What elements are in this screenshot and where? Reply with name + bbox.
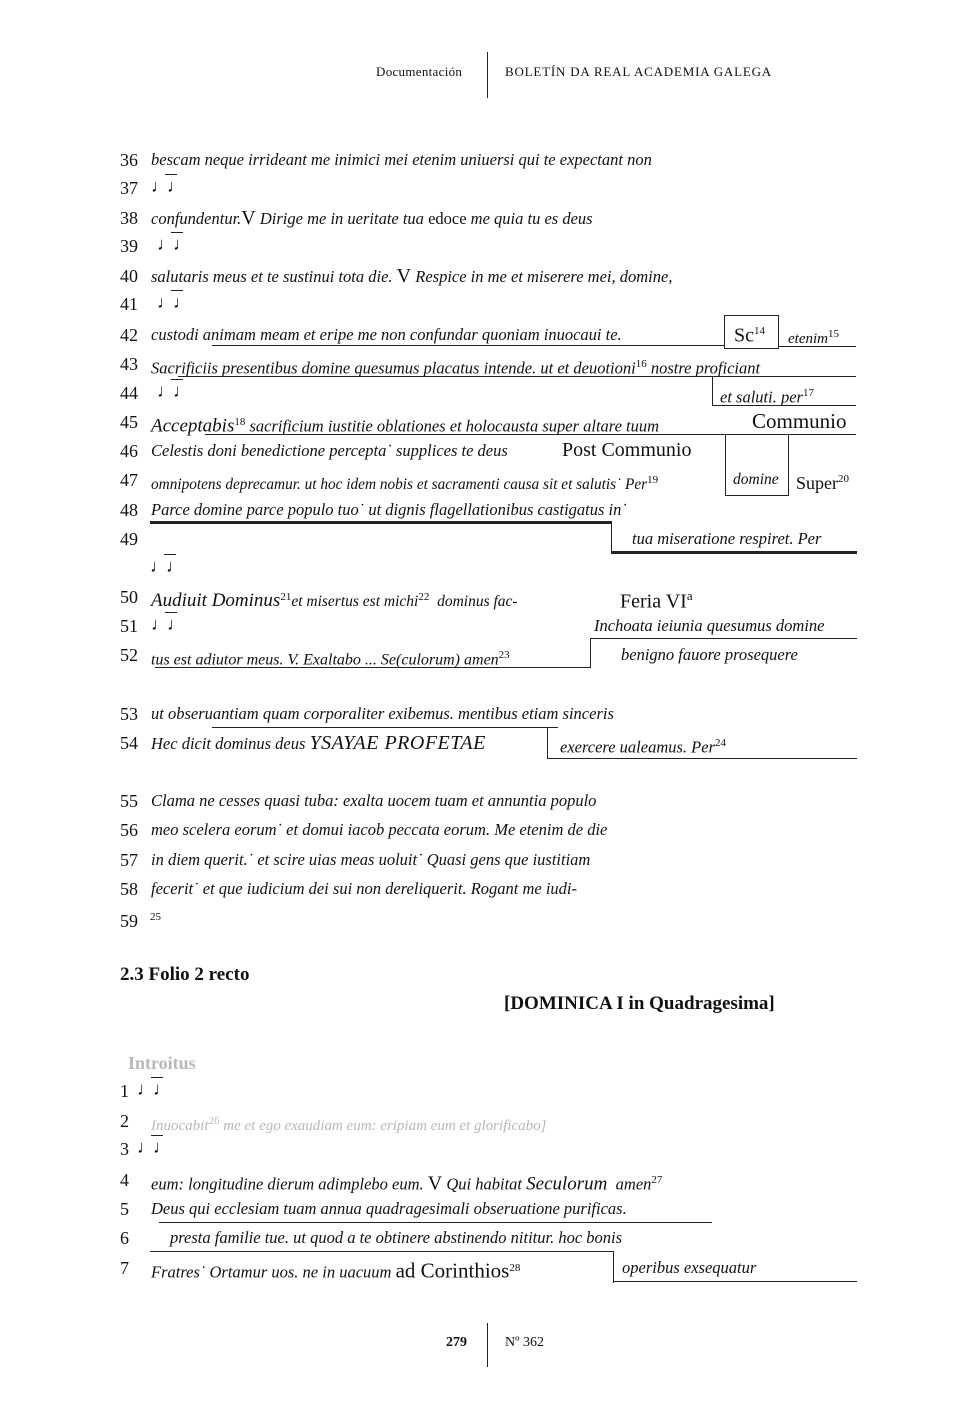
issue-number: Nº 362	[505, 1335, 544, 1350]
sc-label	[734, 318, 765, 349]
footnote-ref: 25	[150, 911, 161, 923]
footnote-ref: 14	[754, 325, 765, 337]
footnote-ref: 24	[715, 737, 727, 749]
text-a: meo scelera eorum˙ et domui iacob peccata eorum.	[151, 820, 491, 839]
versicle-mark: V	[427, 1172, 443, 1195]
line-47	[120, 467, 150, 493]
footnote-ref: 22	[418, 591, 430, 603]
text-a: Parce domine parce populo tuo˙ ut dignis flagellationibus castigatus in˙	[151, 500, 627, 519]
line-44	[120, 380, 150, 406]
line-number: 47	[120, 470, 138, 490]
text-a: Audiuit Dominus	[151, 590, 281, 612]
folio-line-7-right: operibus exsequatur	[622, 1258, 757, 1277]
versicle-mark: V	[396, 265, 412, 287]
neume-glyph: ♩♩	[157, 234, 189, 254]
underline	[212, 727, 558, 728]
line-53	[120, 701, 150, 727]
header-divider	[487, 52, 488, 98]
line-50	[120, 584, 150, 610]
line-47-text	[151, 467, 658, 498]
text-d: me quia tu es deus	[470, 209, 593, 228]
underline	[159, 1222, 712, 1223]
section-title: 2.3 Folio 2 recto	[120, 964, 250, 985]
neume-notes	[151, 176, 183, 197]
bracket-line	[590, 638, 591, 668]
footnote-ref: 27	[651, 1174, 663, 1186]
line-number: 36	[120, 150, 138, 170]
page-number: 279	[446, 1335, 467, 1350]
text-a: omnipotens deprecamur. ut hoc idem nobis et sacramenti causa sit et salutis˙ Per	[151, 476, 648, 494]
line-52-text	[151, 642, 510, 673]
line-46-text: Celestis doni benedictione percepta˙ supplices te deus	[151, 441, 508, 460]
line-number: 46	[120, 441, 138, 461]
line-number: 39	[120, 236, 138, 256]
footnote-ref: 17	[802, 387, 814, 399]
text-b: etenim	[788, 331, 828, 347]
underline	[590, 638, 857, 639]
folio-line-6	[120, 1225, 150, 1251]
neume-notes	[157, 292, 189, 313]
text-a: salutaris meus et te sustinui tota die.	[151, 267, 393, 286]
text-b: ad Corinthios	[395, 1258, 510, 1283]
text-c: Seculorum	[526, 1173, 608, 1195]
text-a: eum: longitudine dierum adimplebo eum.	[151, 1174, 424, 1194]
neume-notes	[150, 556, 182, 577]
line-number: 52	[120, 645, 138, 665]
line-number: 37	[120, 178, 138, 198]
footnote-ref: a	[686, 588, 693, 603]
neume-glyph: ♩♩	[150, 556, 182, 576]
text-b: Me etenim de die	[494, 820, 608, 839]
line-43	[120, 351, 150, 377]
text-d: amen	[615, 1174, 652, 1194]
text-b: me et ego exaudiam eum: eripiam eum et glorificabo]	[223, 1118, 547, 1134]
text-b: Qui habitat	[446, 1174, 523, 1194]
line-55-text: Clama ne cesses quasi tuba: exalta uocem tuam et annuntia populo	[151, 791, 597, 810]
communio-label: Communio	[752, 409, 847, 433]
footnote-ref: 20	[838, 473, 849, 485]
line-42-text: custodi animam meam et eripe me non confundar quoniam inuocaui te.	[151, 325, 622, 344]
line-51	[120, 613, 150, 639]
line-48-text	[151, 497, 627, 523]
line-number: 54	[120, 733, 138, 753]
folio-line-5-text: Deus qui ecclesiam tuam annua quadragesimali obseruatione purificas.	[151, 1199, 627, 1218]
underline-thick	[150, 521, 612, 524]
bracket-line	[712, 376, 713, 406]
line-number: 51	[120, 616, 138, 636]
text-c: Super	[796, 473, 838, 493]
line-52	[120, 642, 150, 668]
line-56-text	[151, 817, 607, 843]
line-36	[120, 147, 150, 173]
text-b: et misertus est michi	[291, 593, 419, 611]
line-47-box-text: domine	[733, 471, 779, 488]
line-49	[120, 526, 150, 552]
neume-glyph: ♩♩	[157, 292, 189, 312]
line-number: 45	[120, 412, 138, 432]
text-a: Sacrificiis presentibus domine quesumus placatus intende. ut et deuotioni	[151, 358, 636, 378]
neume-notes	[137, 1137, 169, 1158]
line-45	[120, 409, 150, 435]
line-54-text	[151, 730, 486, 757]
neume-notes	[151, 614, 183, 635]
line-48	[120, 497, 150, 523]
line-56	[120, 817, 150, 843]
line-number: 50	[120, 587, 138, 607]
folio-line-5	[120, 1196, 150, 1222]
underline	[712, 405, 856, 406]
line-57	[120, 847, 150, 873]
text-c: dominus fac-	[437, 593, 518, 611]
line-number: 56	[120, 820, 138, 840]
line-54	[120, 730, 150, 756]
line-53-text: ut obseruantiam quam corporaliter exibemus. mentibus etiam sinceris	[151, 704, 614, 723]
folio-line-2-text	[151, 1108, 547, 1139]
post-communio-label: Post Communio	[562, 439, 692, 461]
line-number: 55	[120, 791, 138, 811]
line-58	[120, 876, 150, 902]
line-57-text: in diem querit.˙ et scire uias meas uoluit˙ Quasi gens que iustitiam	[151, 850, 591, 869]
underline	[205, 434, 856, 435]
line-40	[120, 263, 150, 289]
feria-label	[620, 583, 693, 615]
line-number: 53	[120, 704, 138, 724]
neume-glyph: ♩♩	[137, 1137, 169, 1157]
neume-glyph: ♩♩	[137, 1079, 169, 1099]
line-40-text	[151, 263, 672, 290]
text-c: exercere ualeamus. Per	[560, 737, 716, 757]
neume-notes	[157, 381, 189, 402]
text-a: Fratres˙ Ortamur uos. ne in uacuum	[151, 1262, 392, 1282]
neume-glyph: ♩♩	[157, 381, 189, 401]
footnote-ref: 26	[208, 1115, 220, 1127]
line-number: 38	[120, 208, 138, 228]
neume-notes	[157, 234, 189, 255]
line-36-text: bescam neque irrideant me inimici mei etenim uniuersi qui te expectant non	[151, 150, 652, 169]
bracket-line	[788, 434, 789, 496]
super-label	[796, 466, 849, 496]
line-42	[120, 322, 150, 348]
text-c: edoce	[428, 209, 467, 228]
folio-line-6-text: presta familie tue. ut quod a te obtinere abstinendo nititur. hoc bonis	[170, 1228, 623, 1247]
versicle-mark: V	[241, 207, 256, 229]
footnote-ref: 18	[234, 416, 246, 428]
line-number: 59	[120, 910, 138, 931]
line-52-right: benigno fauore prosequere	[621, 645, 798, 664]
bracket-line	[611, 521, 612, 553]
line-number: 4	[120, 1170, 129, 1190]
bracket-line	[725, 434, 726, 496]
header-section: Documentación	[376, 64, 463, 79]
footnote-ref: 21	[280, 591, 292, 603]
line-number: 42	[120, 325, 138, 345]
footnote-ref: 23	[498, 649, 510, 661]
line-number: 41	[120, 294, 138, 314]
underline-thick	[611, 551, 857, 554]
text-b: sacrificium iustitie oblationes et holocausta super altare tuum	[249, 416, 660, 436]
underline	[778, 346, 856, 347]
footnote-ref: 19	[647, 474, 659, 486]
line-41	[120, 291, 150, 317]
underline	[725, 495, 789, 496]
folio-line-4	[120, 1167, 150, 1193]
line-number: 48	[120, 500, 138, 520]
footnote-ref: 15	[827, 328, 839, 340]
text-b: nostre proficiant	[650, 358, 761, 378]
introitus-label: Introitus	[128, 1053, 196, 1073]
line-number: 58	[120, 879, 138, 899]
folio-line-7	[120, 1255, 150, 1281]
footnote-ref: 28	[509, 1262, 521, 1274]
neume-notes	[137, 1079, 169, 1100]
text-a: Inuocabit	[151, 1118, 209, 1134]
line-number: 7	[120, 1258, 129, 1278]
text-b: et saluti. per	[720, 387, 803, 407]
line-46	[120, 438, 150, 464]
text-a: tus est adiutor meus. V. Exaltabo ... Se(culorum) amen	[151, 651, 499, 669]
line-50-text	[151, 584, 518, 615]
underline	[150, 1251, 614, 1252]
line-number: 1	[120, 1081, 129, 1101]
line-38	[120, 205, 150, 231]
line-49-right: tua miseratione respiret. Per	[632, 529, 822, 548]
line-number: 6	[120, 1228, 129, 1248]
text-a: confundentur.	[151, 209, 242, 228]
line-number: 40	[120, 266, 138, 286]
line-number: 43	[120, 354, 138, 374]
line-37	[120, 175, 150, 201]
folio-line-4-text	[151, 1167, 662, 1198]
underline	[212, 345, 724, 346]
folio-line-2	[120, 1108, 150, 1134]
line-number: 2	[120, 1111, 129, 1131]
line-54-right	[560, 730, 726, 761]
line-number: 49	[120, 529, 138, 549]
underline	[178, 376, 856, 377]
line-number: 3	[120, 1139, 129, 1159]
line-number: 44	[120, 383, 138, 403]
line-58-text: fecerit˙ et que iudicium dei sui non dereliquerit. Rogant me iudi-	[151, 879, 578, 898]
bracket-line	[613, 1251, 614, 1283]
line-number: 57	[120, 850, 138, 870]
folio-line-7-text	[151, 1255, 520, 1286]
line-59	[120, 904, 161, 930]
line-39	[120, 233, 150, 259]
line-42-right	[788, 321, 839, 352]
neume-glyph: ♩♩	[151, 614, 183, 634]
header-journal: BOLETÍN DA REAL ACADEMIA GALEGA	[505, 64, 772, 79]
line-51-right: Inchoata ieiunia quesumus domine	[594, 616, 825, 635]
section-subtitle: [DOMINICA I in Quadragesima]	[504, 993, 775, 1014]
text-d: Feria VI	[620, 590, 687, 613]
sc-text: Sc	[734, 324, 754, 347]
text-b: Respice in me et miserere mei, domine,	[415, 267, 673, 286]
bracket-line	[547, 727, 548, 759]
line-38-text	[151, 205, 593, 232]
line-number: 5	[120, 1199, 129, 1219]
neume-glyph: ♩♩	[151, 176, 183, 196]
underline	[613, 1281, 857, 1282]
footnote-ref: 16	[635, 358, 647, 370]
underline	[155, 667, 591, 668]
text-a: Hec dicit dominus deus	[151, 734, 306, 753]
text-a: Acceptabis	[151, 415, 235, 437]
text-b: YSAYAE PROFETAE	[309, 732, 486, 754]
line-55	[120, 788, 150, 814]
footer-divider	[487, 1323, 488, 1367]
text-b: Dirige me in ueritate tua	[259, 209, 424, 228]
underline	[547, 758, 857, 759]
